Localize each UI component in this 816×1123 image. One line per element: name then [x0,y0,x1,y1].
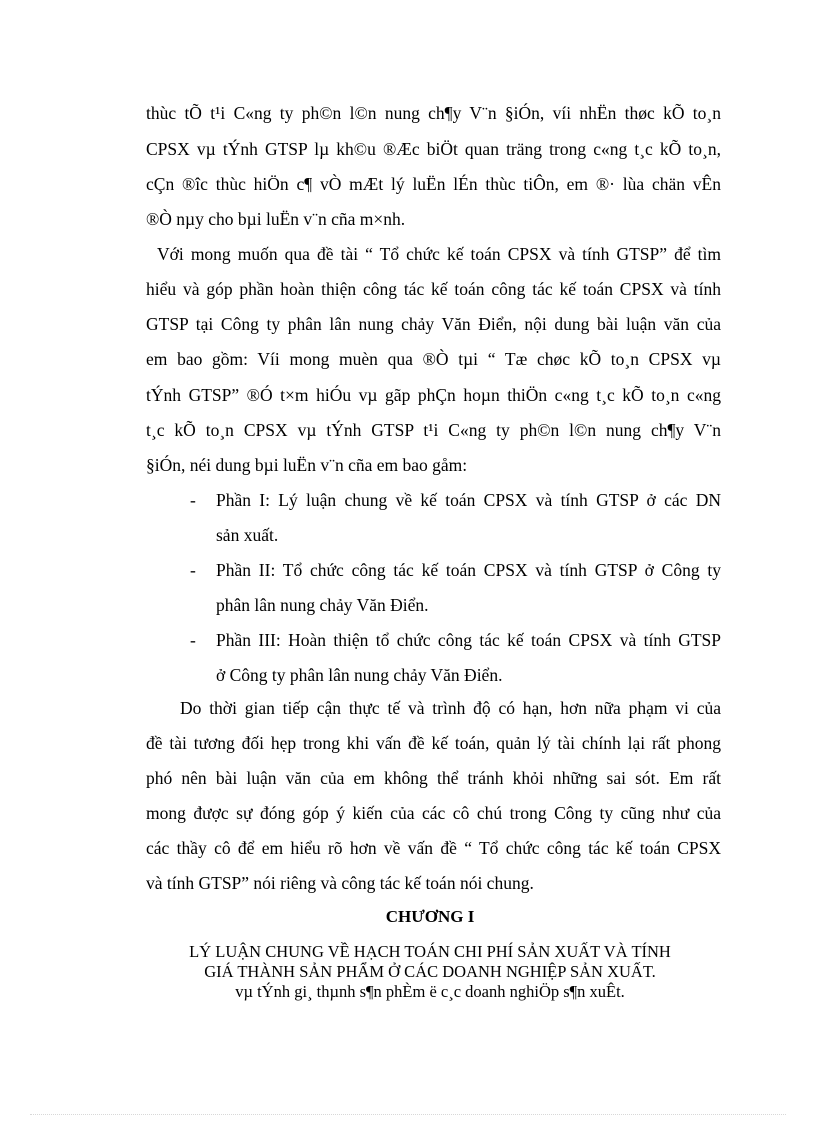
chapter-heading-garbled: vµ tÝnh gi¸ thµnh s¶n phÈm ë c¸c doanh nghiÖp s¶n xuÊt. [235,982,625,1001]
chapter-heading: LÝ LUẬN CHUNG VỀ HẠCH TOÁN CHI PHÍ SẢN XUẤT VÀ TÍNH [189,942,671,961]
paragraph-line: đề tài tương đối hẹp trong khi vấn đề kế toán, quản lý tài chính lại rất phong [146,733,721,753]
paragraph-line: hiểu và góp phần hoàn thiện công tác kế toán công tác kế toán CPSX và tính [146,279,721,299]
paragraph-line: Với mong muốn qua đề tài “ Tổ chức kế toán CPSX và tính GTSP” để tìm [157,244,721,264]
paragraph-line: các thầy cô để em hiểu rõ hơn về vấn đề “ Tổ chức công tác kế toán CPSX [146,838,721,858]
bullet-dash: - [190,630,196,650]
bullet-item-line: Phần I: Lý luận chung về kế toán CPSX và tính GTSP ở các DN [216,490,721,510]
bullet-item-line: Phần II: Tổ chức công tác kế toán CPSX và tính GTSP ở Công ty [216,560,721,580]
paragraph-line: ®Ò nµy cho bµi luËn v¨n cña m×nh. [146,209,406,229]
bullet-item-line: phân lân nung chảy Văn Điển. [216,595,429,615]
paragraph-line: em bao gồm: Víi mong muèn qua ®Ò tµi “ Tæ chøc kÕ to¸n CPSX vµ [146,349,721,369]
bullet-item-line: Phần III: Hoàn thiện tổ chức công tác kế toán CPSX và tính GTSP [216,630,721,650]
bullet-item-line: sản xuất. [216,525,279,545]
bullet-dash: - [190,490,196,510]
paragraph-line: cÇn ®îc thùc hiÖn c¶ vÒ mÆt lý luËn lÉn thùc tiÔn, em ®· lùa chän vÊn [146,174,721,194]
paragraph-line: Do thời gian tiếp cận thực tế và trình độ có hạn, hơn nữa phạm vi của [180,698,721,718]
bullet-item-line: ở Công ty phân lân nung chảy Văn Điển. [216,665,503,685]
paragraph-line: thùc tÕ t¹i C«ng ty ph©n l©n nung ch¶y V¨n §iÓn, víi nhËn thøc kÕ to¸n [146,103,721,123]
paragraph-line: tÝnh GTSP” ®Ó t×m hiÓu vµ gãp phÇn hoµn thiÖn c«ng t¸c kÕ to¸n c«ng [146,385,721,405]
chapter-heading: GIÁ THÀNH SẢN PHẨM Ở CÁC DOANH NGHIỆP SẢN XUẤT. [204,962,656,981]
paragraph-line: §iÓn, néi dung bµi luËn v¨n cña em bao gåm: [146,455,468,475]
paragraph-line: mong được sự đóng góp ý kiến của các cô chú trong Công ty cũng như của [146,803,721,823]
chapter-title: CHƯƠNG I [385,907,475,926]
page-bottom-divider [30,1114,786,1115]
paragraph-line: CPSX vµ tÝnh GTSP lµ kh©u ®Æc biÖt quan träng trong c«ng t¸c kÕ to¸n, [146,139,721,159]
bullet-dash: - [190,560,196,580]
paragraph-line: và tính GTSP” nói riêng và công tác kế toán nói chung. [146,873,534,893]
paragraph-line: phó nên bài luận văn của em không thể tránh khỏi những sai sót. Em rất [146,768,721,788]
paragraph-line: t¸c kÕ to¸n CPSX vµ tÝnh GTSP t¹i C«ng ty ph©n l©n nung ch¶y V¨n [146,420,721,440]
paragraph-line: GTSP tại Công ty phân lân nung chảy Văn Điển, nội dung bài luận văn của [146,314,721,334]
